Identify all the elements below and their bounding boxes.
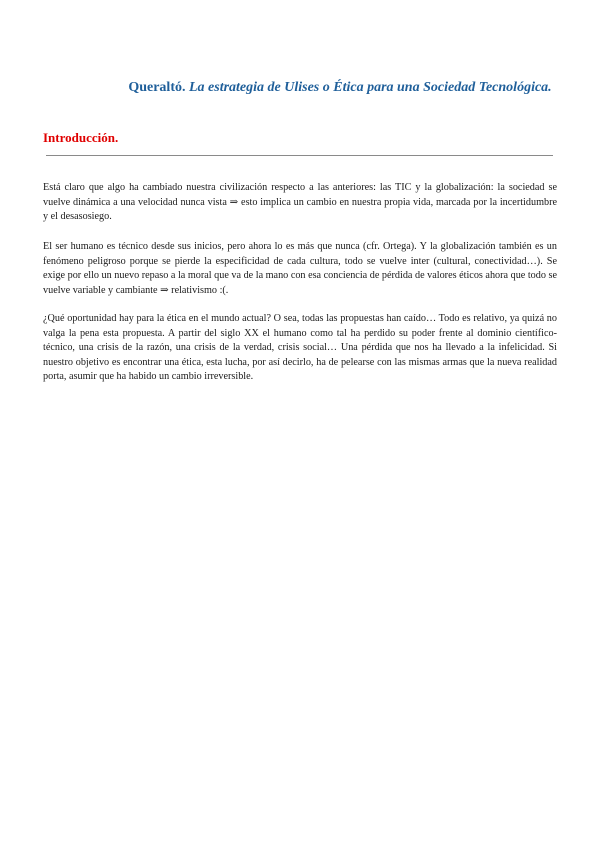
section-heading: Introducción. <box>43 130 119 145</box>
paragraph-2: El ser humano es técnico desde sus inicios, pero ahora lo es más que nunca (cfr. Ortega). Y la globalización también es un fenómeno peligroso porque se pierde la especificidad de cada cultura, todo se vuelve inter (cultural, conectividad…). Se exige por ello un nuevo repaso a la moral que va de la mano con esa conciencia de pérdida de valores éticos ahora que todo se vuelve variable y cambiante ⇒ relativismo :(. <box>43 241 557 296</box>
horizontal-rule <box>46 155 553 156</box>
document-title-italic: La estrategia de Ulises o Ética para una Sociedad Tecnológica. <box>188 80 552 95</box>
document-title <box>40 80 600 96</box>
document-author: Queraltó. <box>128 80 186 95</box>
paragraph-3: ¿Qué oportunidad hay para la ética en el mundo actual? O sea, todas las propuestas han caído… Todo es relativo, ya quizá no valga la pena esta propuesta. A partir del siglo XX el humano como tal ha perdido su poder frente al dominio científico-técnico, una crisis de la razón, una crisis de la verdad, crisis social… Una pérdida que nos ha llevado a la infelicidad. Si nuestro objetivo es encontrar una ética, esta lucha, por así decirlo, ha de pelearse con las mismas armas que la nueva realidad porta, asumir que ha habido un cambio irreversible. <box>43 313 557 382</box>
paragraph-1: Está claro que algo ha cambiado nuestra civilización respecto a las anteriores: las TIC y la globalización: la sociedad se vuelve dinámica a una velocidad nunca vista ⇒ esto implica un cambio en nuestra propia vida, marcada por la incertidumbre y el desasosiego. <box>43 182 557 222</box>
